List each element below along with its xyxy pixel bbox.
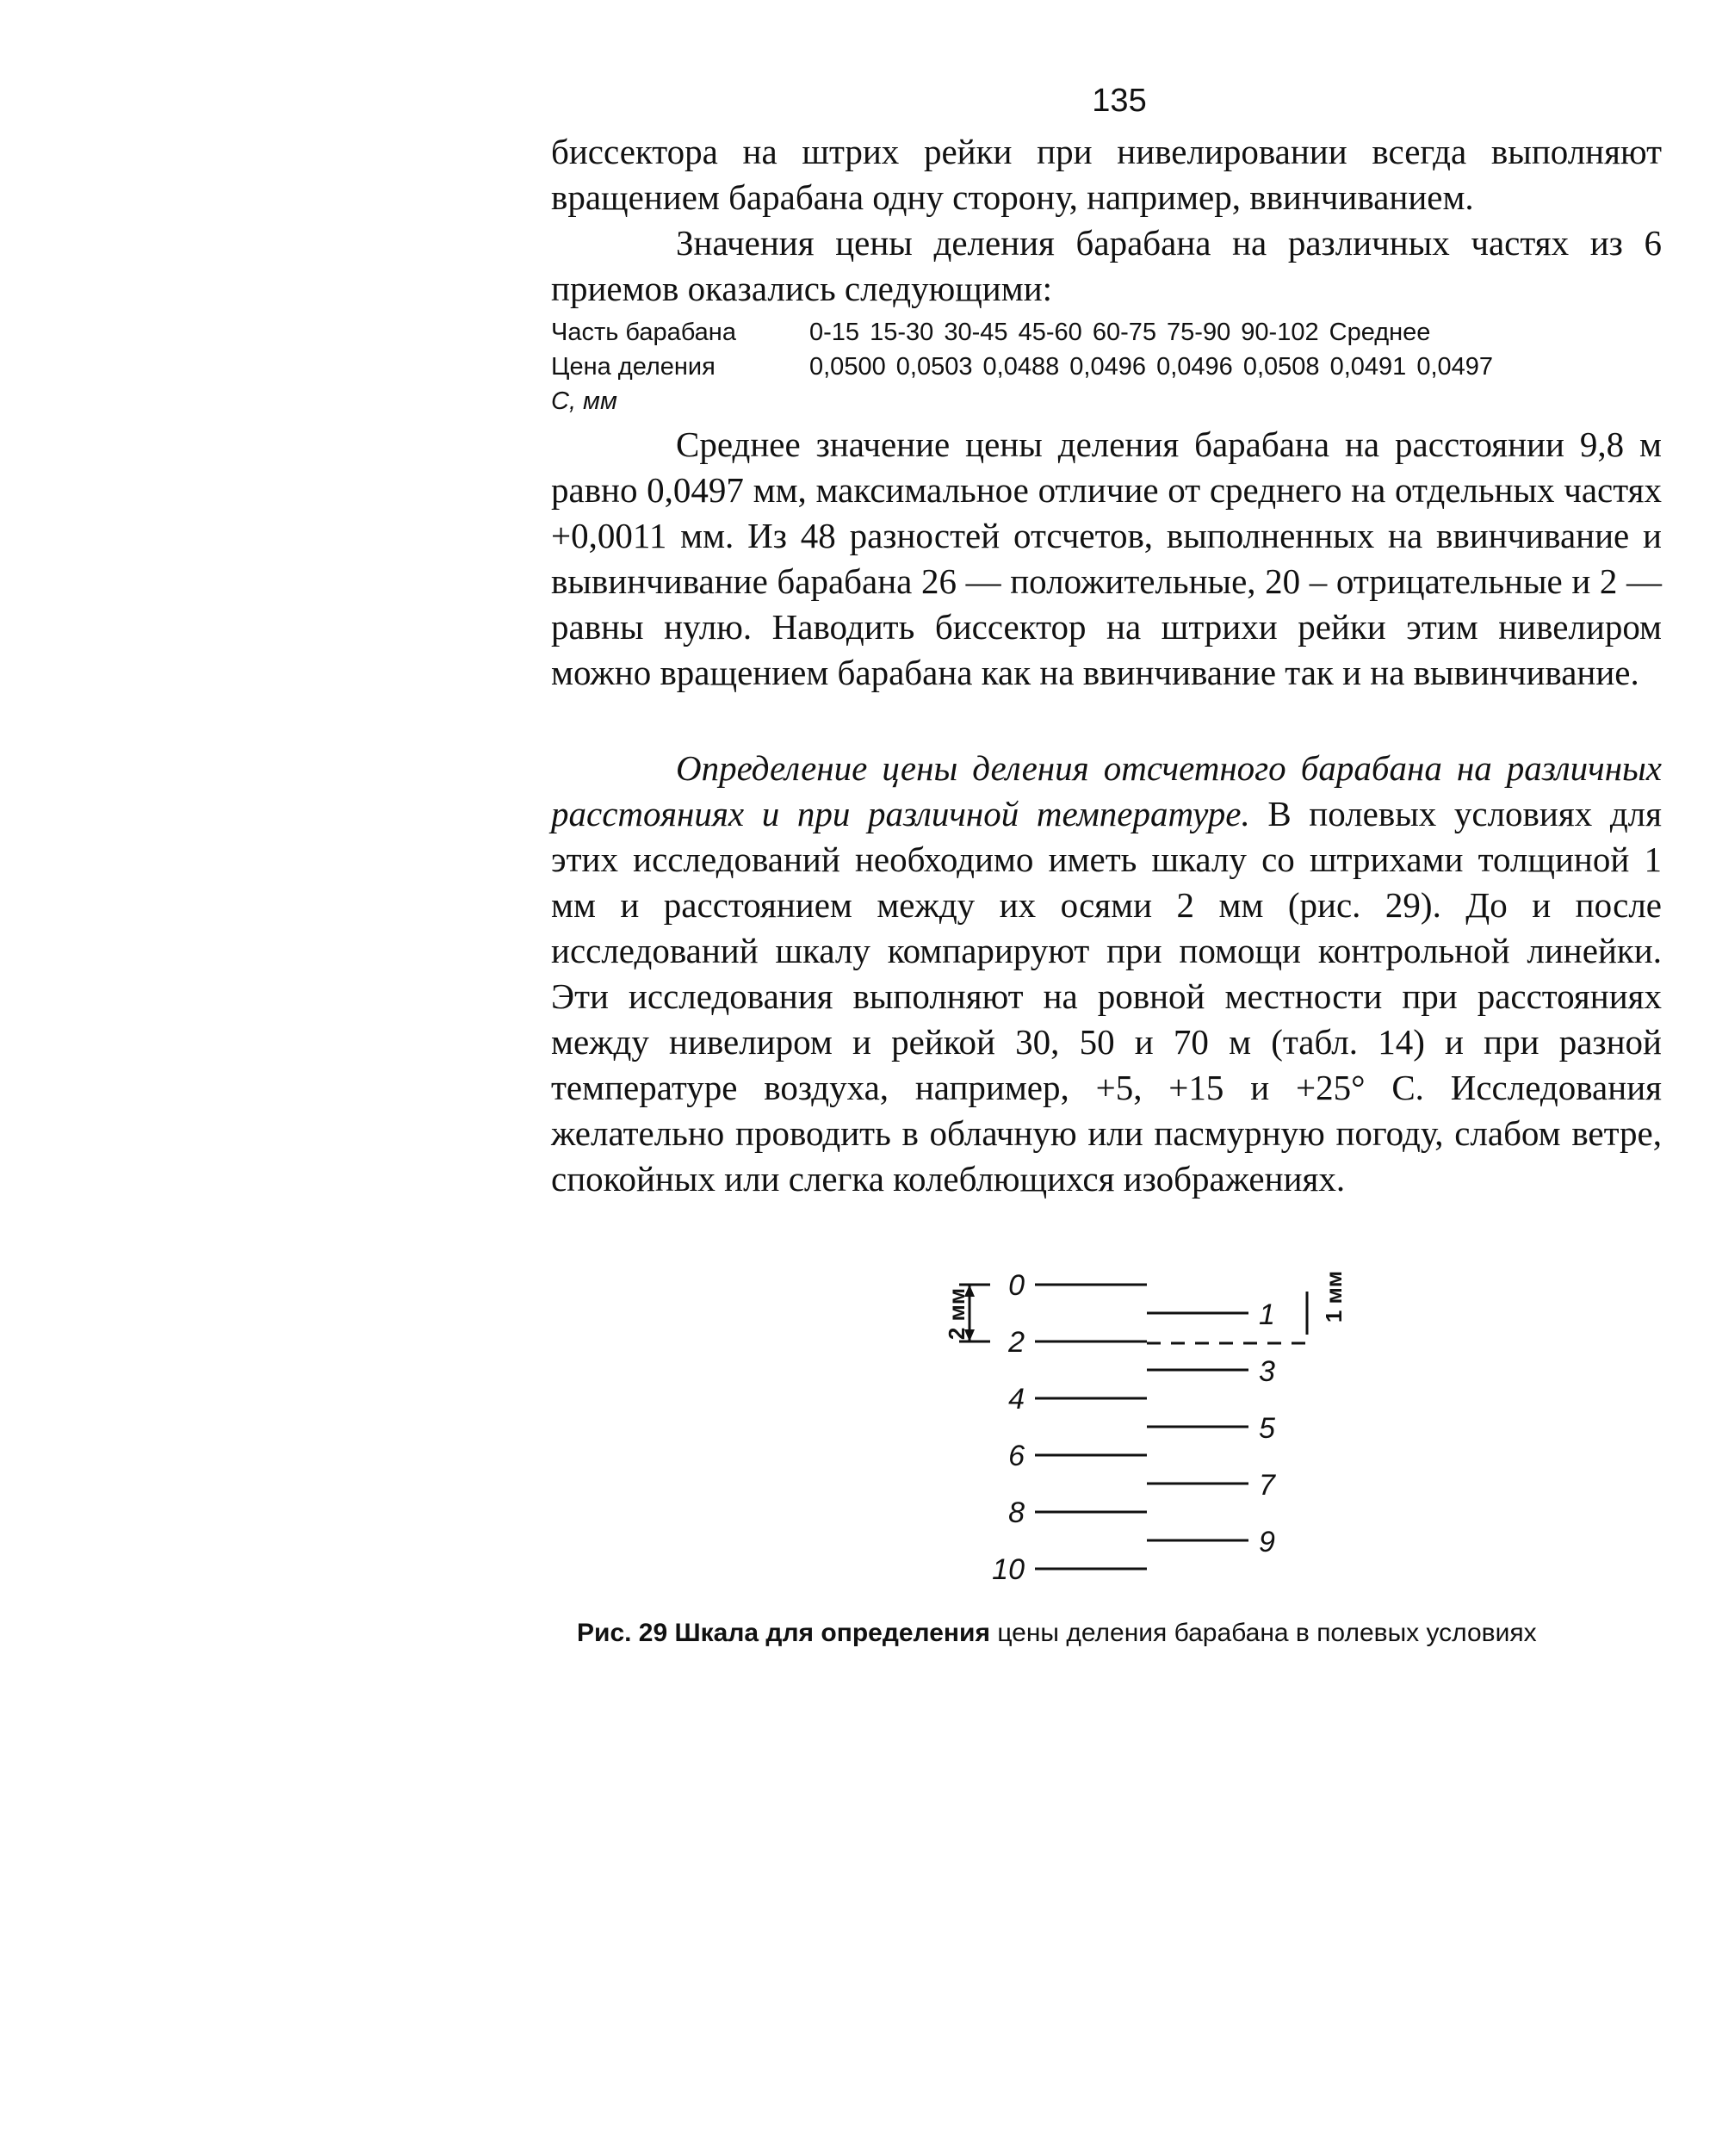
table-label-values: Цена деления xyxy=(551,353,716,381)
table-cell: 30-45 xyxy=(944,319,1008,346)
right-number-7: 7 xyxy=(1259,1469,1275,1502)
table-cell: 0,0503 xyxy=(895,353,973,381)
table-cell: 0,0508 xyxy=(1242,353,1320,381)
intro-block xyxy=(551,129,1662,312)
mean-value-block xyxy=(551,422,1662,696)
table-cell: 45-60 xyxy=(1018,319,1082,346)
table-label-parts: Часть барабана xyxy=(551,319,736,346)
right-number-1: 1 xyxy=(1259,1298,1275,1331)
table-row-values xyxy=(551,350,1670,384)
mean-value-paragraph: Среднее значение цены деления барабана на расстоянии 9,8 м равно 0,0497 мм, максимальное отличие от среднего на отдельных частях +0,0011 мм. Из 48 разностей отсчетов, выполненных на ввинчивание и вывинчивание барабана 26 — положительные, 20 – отрицательные и 2 — равны нулю. Наводить биссектор на штрихи рейки этим нивелиром можно вращением барабана как на ввинчивание так и на вывинчивание. xyxy=(551,424,1662,692)
width-label: 1 мм xyxy=(1321,1270,1347,1323)
page-number: 135 xyxy=(1092,83,1147,119)
table-unit-label: С, мм xyxy=(551,387,617,415)
table-row-parts xyxy=(551,315,1670,350)
table-cell: 75-90 xyxy=(1167,319,1231,346)
definition-paragraph xyxy=(551,746,1662,1202)
right-number-3: 3 xyxy=(1259,1355,1275,1388)
table-cells-parts xyxy=(809,315,1430,350)
left-number-2: 2 xyxy=(1008,1326,1025,1359)
table-row-unit xyxy=(551,384,1670,418)
definition-italic-lead: Определение цены деления отсчетного барабана на различных расстояниях и при различной температуре. xyxy=(551,748,1662,833)
right-number-9: 9 xyxy=(1259,1526,1275,1558)
table-cell: 60-75 xyxy=(1092,319,1156,346)
spacing-label: 2 мм xyxy=(944,1287,970,1341)
table-cell: 0,0496 xyxy=(1069,353,1146,381)
left-number-4: 4 xyxy=(1008,1383,1025,1416)
left-number-6: 6 xyxy=(1008,1440,1025,1472)
figure-caption xyxy=(577,1619,1645,1648)
table-cell: 0,0491 xyxy=(1329,353,1407,381)
caption-rest: цены деления барабана в полевых условиях xyxy=(989,1619,1537,1647)
right-number-5: 5 xyxy=(1259,1412,1275,1445)
table-cell: 90-102 xyxy=(1241,319,1319,346)
table-cell: 0,0488 xyxy=(982,353,1060,381)
definition-block xyxy=(551,746,1662,1202)
definition-body: В полевых условиях для этих исследований необходимо иметь шкалу со штрихами толщиной 1 мм и расстоянием между их осями 2 мм (рис. 29). До и после исследований шкалу компарируют при помощи контрольной линейки. Эти исследования выполняют на ровной местности при расстояниях между нивелиром и рейкой 30, 50 и 70 м (табл. 14) и при разной температуре воздуха, например, +5, +15 и +25° С. Исследования желательно проводить в облачную или пасмурную погоду, слабом ветре, спокойных или слегка колеблющихся изображениях. xyxy=(551,794,1662,1199)
figure-29-scale xyxy=(904,1248,1352,1619)
table-cell: 0,0497 xyxy=(1416,353,1494,381)
table-cell: 0,0496 xyxy=(1156,353,1233,381)
intro-paragraph-1: биссектора на штрих рейки при нивелировании всегда выполняют вращением барабана одну сторону, например, ввинчиванием. xyxy=(551,132,1662,217)
table-cell: 0,0500 xyxy=(809,353,886,381)
left-number-0: 0 xyxy=(1008,1269,1025,1302)
scale-drawing xyxy=(904,1248,1352,1619)
intro-paragraph-2: Значения цены деления барабана на различных частях из 6 приемов оказались следующими: xyxy=(551,223,1662,308)
left-number-10: 10 xyxy=(992,1553,1025,1586)
table-cell: 0-15 xyxy=(809,319,860,346)
table-cells-values xyxy=(809,350,1493,384)
caption-prefix: Рис. 29 Шкала для определения xyxy=(577,1619,990,1647)
left-number-8: 8 xyxy=(1008,1496,1025,1529)
table-cell: Среднее xyxy=(1329,319,1431,346)
table-cell: 15-30 xyxy=(870,319,934,346)
drum-division-table xyxy=(551,315,1670,418)
